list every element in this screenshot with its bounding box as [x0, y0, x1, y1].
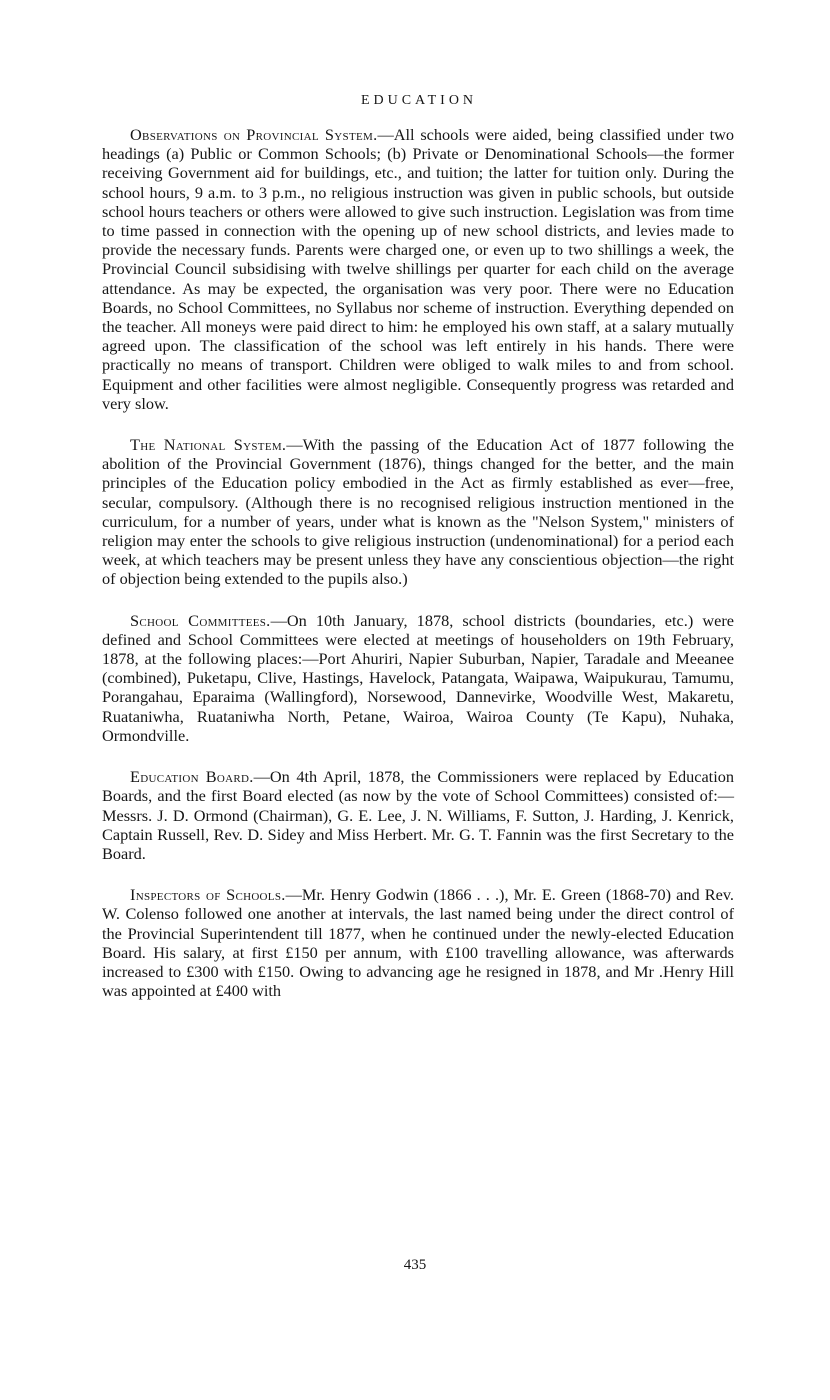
paragraph-text: —Mr. Henry Godwin (1866 . . .), Mr. E. Green (1868-70) and Rev. W. Colenso followed one another at intervals, the last named being under the direct control of the Provincial Superintendent till 1877, when he continued under the newly-elected Education Board. His salary, at first £150 per annum, with £100 travelling allowance, was afterwards increased to £300 with £150. Owing to advancing age he resigned in 1878, and Mr .Henry Hill was appointed at £400 with [102, 885, 734, 1001]
paragraph-text: —On 10th January, 1878, school districts (boundaries, etc.) were defined and School Committees were elected at meetings of householders on 19th February, 1878, at the following places:—Port Ahuriri, Napier Suburban, Napier, Taradale and Meeanee (combined), Puketapu, Clive, Hastings, Havelock, Patangata, Waipawa, Waipukurau, Tamumu, Porangahau, Eparaima (Wallingford), Norsewood, Dannevirke, Woodville West, Makaretu, Ruataniwha, Ruataniwha North, Petane, Wairoa, Wairoa County (Te Kapu), Nuhaka, Ormondville. [102, 610, 734, 745]
section-heading: School Committees. [130, 610, 271, 630]
section-heading: Inspectors of Schools. [130, 885, 286, 905]
paragraph-text: —With the passing of the Education Act of 1877 following the abolition of the Provincial Government (1876), things changed for the better, and the main principles of the Education policy embodied in the Act as firmly established as ever—free, secular, compulsory. (Although there is no recognised religious instruction mentioned in the curriculum, for a number of years, under what is known as the "Nelson System," ministers of religion may enter the schools to give religious instruction (undenominational) for a period each week, at which teachers may be present unless they have any conscientious objection—the right of objection being extended to the pupils also.) [102, 435, 734, 589]
paragraph-school-committees [102, 611, 734, 745]
section-heading: The National System. [130, 435, 287, 455]
section-heading: Observations on Provincial System. [130, 125, 378, 144]
paragraph-text: —On 4th April, 1878, the Commissioners were replaced by Education Boards, and the first Board elected (as now by the vote of School Committees) consisted of:—Messrs. J. D. Ormond (Chairman), G. E. Lee, J. N. Williams, F. Sutton, J. Harding, J. Kenrick, Captain Russell, Rev. D. Sidey and Miss Herbert. Mr. G. T. Fannin was the first Secretary to the Board. [102, 767, 735, 863]
body-text [102, 125, 734, 1022]
running-head: EDUCATION [360, 93, 478, 108]
section-heading: Education Board. [130, 767, 254, 787]
paragraph-text: —All schools were aided, being classified under two headings (a) Public or Common Schools; (b) Private or Denominational Schools—the former receiving Government aid for buildings, etc., and tuition; the latter for tuition only. During the school hours, 9 a.m. to 3 p.m., no religious instruction was given in public schools, but outside school hours teachers or others were allowed to give such instruction. Legislation was from time to time passed in connection with the opening up of new school districts, and levies made to provide the necessary funds. Parents were charged one, or even up to two shillings a week, the Provincial Council subsidising with twelve shillings per quarter for each child on the average attendance. As may be expected, the organisation was very poor. There were no Education Boards, no School Committees, no Syllabus nor scheme of instruction. Everything depended on the teacher. All moneys were paid direct to him: he employed his own staff, at a salary mutually agreed upon. The classification of the school was left entirely in his hands. There were practically no means of transport. Children were obliged to walk miles to and from school. Equipment and other facilities were almost negligible. Consequently progress was retarded and very slow. [102, 125, 734, 413]
paragraph-inspectors [102, 885, 734, 1000]
paragraph-national-system [102, 435, 734, 589]
page-number: 435 [403, 1257, 427, 1273]
paragraph-education-board [102, 767, 734, 863]
paragraph-provincial-system [102, 125, 734, 413]
